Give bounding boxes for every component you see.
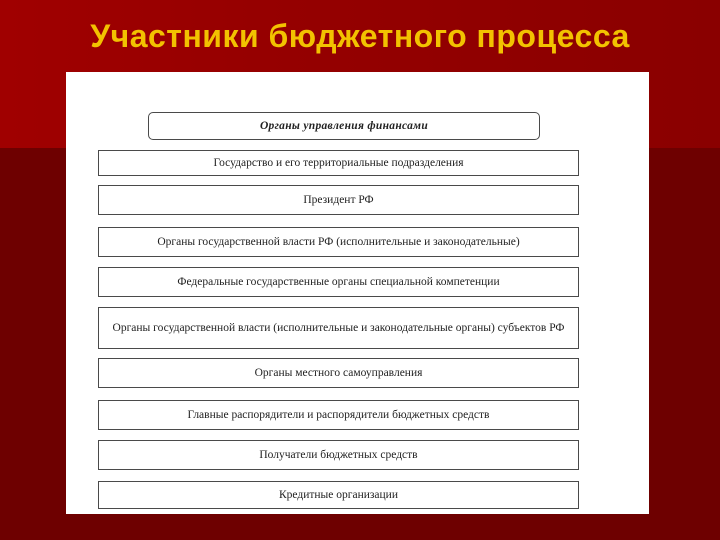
diagram-row-federal-authorities: Органы государственной власти РФ (исполнительные и законодательные): [98, 227, 579, 257]
diagram-header-box: Органы управления финансами: [148, 112, 540, 140]
diagram-row-budget-recipients: Получатели бюджетных средств: [98, 440, 579, 470]
diagram-row-special-bodies: Федеральные государственные органы специальной компетенции: [98, 267, 579, 297]
slide-title: Участники бюджетного процесса: [90, 18, 630, 54]
diagram-row-budget-managers: Главные распорядители и распорядители бюджетных средств: [98, 400, 579, 430]
diagram-panel: [66, 72, 649, 514]
diagram-row-regional-authorities: Органы государственной власти (исполнительные и законодательные органы) субъектов РФ: [98, 307, 579, 349]
diagram-row-credit-organizations: Кредитные организации: [98, 481, 579, 509]
diagram-row-state: Государство и его территориальные подразделения: [98, 150, 579, 176]
diagram-row-president: Президент РФ: [98, 185, 579, 215]
diagram-row-local-government: Органы местного самоуправления: [98, 358, 579, 388]
